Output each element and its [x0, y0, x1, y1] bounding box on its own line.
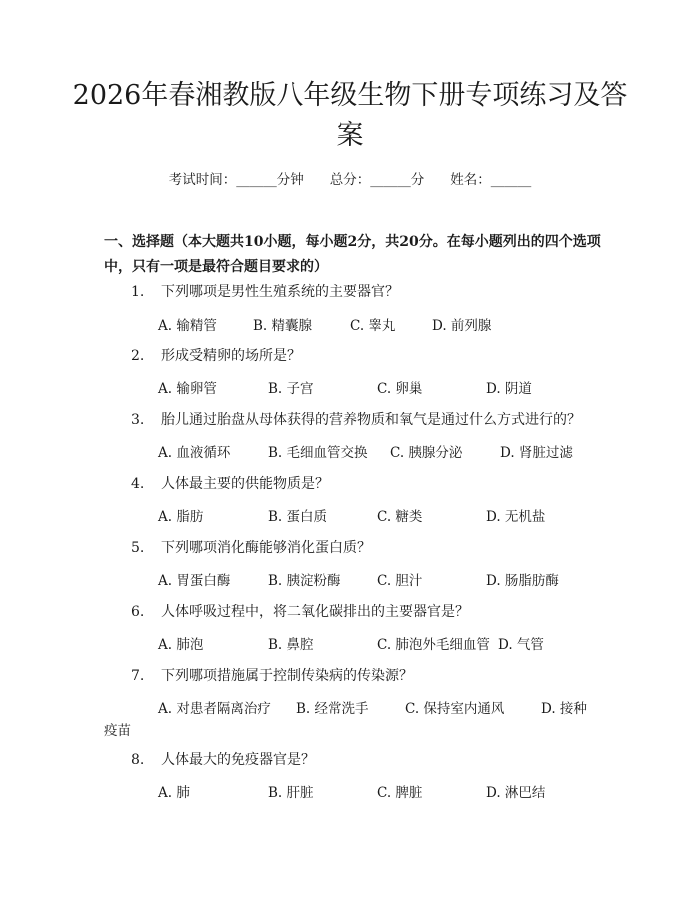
question-number: 5. [131, 540, 145, 556]
option-d: D. 无机盐 [486, 509, 546, 525]
option-a: A. 输精管 [158, 318, 217, 334]
option-a: A. 输卵管 [158, 381, 217, 397]
option-c: C. 糖类 [377, 509, 423, 525]
question-text: 人体最大的免疫器官是？ [161, 752, 315, 768]
question-text: 下列哪项消化酶能够消化蛋白质？ [161, 540, 371, 556]
question-4 [131, 473, 329, 493]
question-5 [131, 537, 371, 557]
option-b: B. 蛋白质 [268, 509, 328, 525]
option-b: B. 肝脏 [268, 785, 314, 801]
question-number: 1. [131, 284, 145, 300]
student-name-field: 姓名：______ [450, 172, 532, 188]
question-6 [131, 601, 469, 621]
option-c: C. 卵巢 [377, 381, 423, 397]
option-c: C. 保持室内通风 [405, 701, 505, 717]
question-7 [131, 665, 413, 685]
option-d: D. 前列腺 [432, 318, 492, 334]
option-d: D. 阴道 [486, 381, 532, 397]
question-number: 4. [131, 476, 145, 492]
option-d: D. 淋巴结 [486, 785, 546, 801]
option-b: B. 胰淀粉酶 [268, 573, 341, 589]
total-score-field: 总分：______分 [329, 172, 425, 188]
question-number: 6. [131, 604, 145, 620]
question-1 [131, 281, 399, 301]
option-b: B. 经常洗手 [296, 701, 369, 717]
question-text: 胎儿通过胎盘从母体获得的营养物质和氧气是通过什么方式进行的？ [161, 412, 581, 428]
question-number: 7. [131, 668, 145, 684]
question-3 [131, 409, 581, 429]
exam-time-field: 考试时间：______分钟 [168, 172, 304, 188]
option-c: C. 肺泡外毛细血管 [377, 637, 490, 653]
option-b: B. 子宫 [268, 381, 314, 397]
question-text: 人体最主要的供能物质是？ [161, 476, 329, 492]
option-d: D. 肾脏过滤 [500, 445, 573, 461]
option-a: A. 血液循环 [158, 445, 231, 461]
exam-info-line [0, 168, 700, 188]
option-a: A. 对患者隔离治疗 [158, 701, 271, 717]
option-c: C. 睾丸 [350, 318, 396, 334]
option-d: D. 气管 [498, 637, 544, 653]
section-heading: 一、选择题（本大题共10小题，每小题2分，共20分。在每小题列出的四个选项中，只有一项是最符合题目要求的） [104, 234, 601, 275]
option-a: A. 脂肪 [158, 509, 204, 525]
option-b: B. 鼻腔 [268, 637, 314, 653]
question-text: 形成受精卵的场所是？ [161, 348, 301, 364]
option-d-continuation: 疫苗 [104, 723, 131, 739]
option-c: C. 胆汁 [377, 573, 423, 589]
option-d: D. 肠脂肪酶 [486, 573, 559, 589]
option-a: A. 胃蛋白酶 [158, 573, 231, 589]
question-8 [131, 749, 315, 769]
option-b: B. 毛细血管交换 [268, 445, 368, 461]
question-number: 3. [131, 412, 145, 428]
option-d: D. 接种 [541, 701, 587, 717]
page-title: 2026年春湘教版八年级生物下册专项练习及答案 [72, 80, 628, 151]
question-number: 2. [131, 348, 145, 364]
option-c: C. 胰腺分泌 [390, 445, 463, 461]
question-text: 人体呼吸过程中，将二氧化碳排出的主要器官是？ [161, 604, 469, 620]
option-c: C. 脾脏 [377, 785, 423, 801]
question-2 [131, 345, 301, 365]
question-text: 下列哪项措施属于控制传染病的传染源？ [161, 668, 413, 684]
option-a: A. 肺 [158, 785, 190, 801]
option-a: A. 肺泡 [158, 637, 204, 653]
option-b: B. 精囊腺 [253, 318, 313, 334]
question-text: 下列哪项是男性生殖系统的主要器官？ [161, 284, 399, 300]
question-number: 8. [131, 752, 145, 768]
